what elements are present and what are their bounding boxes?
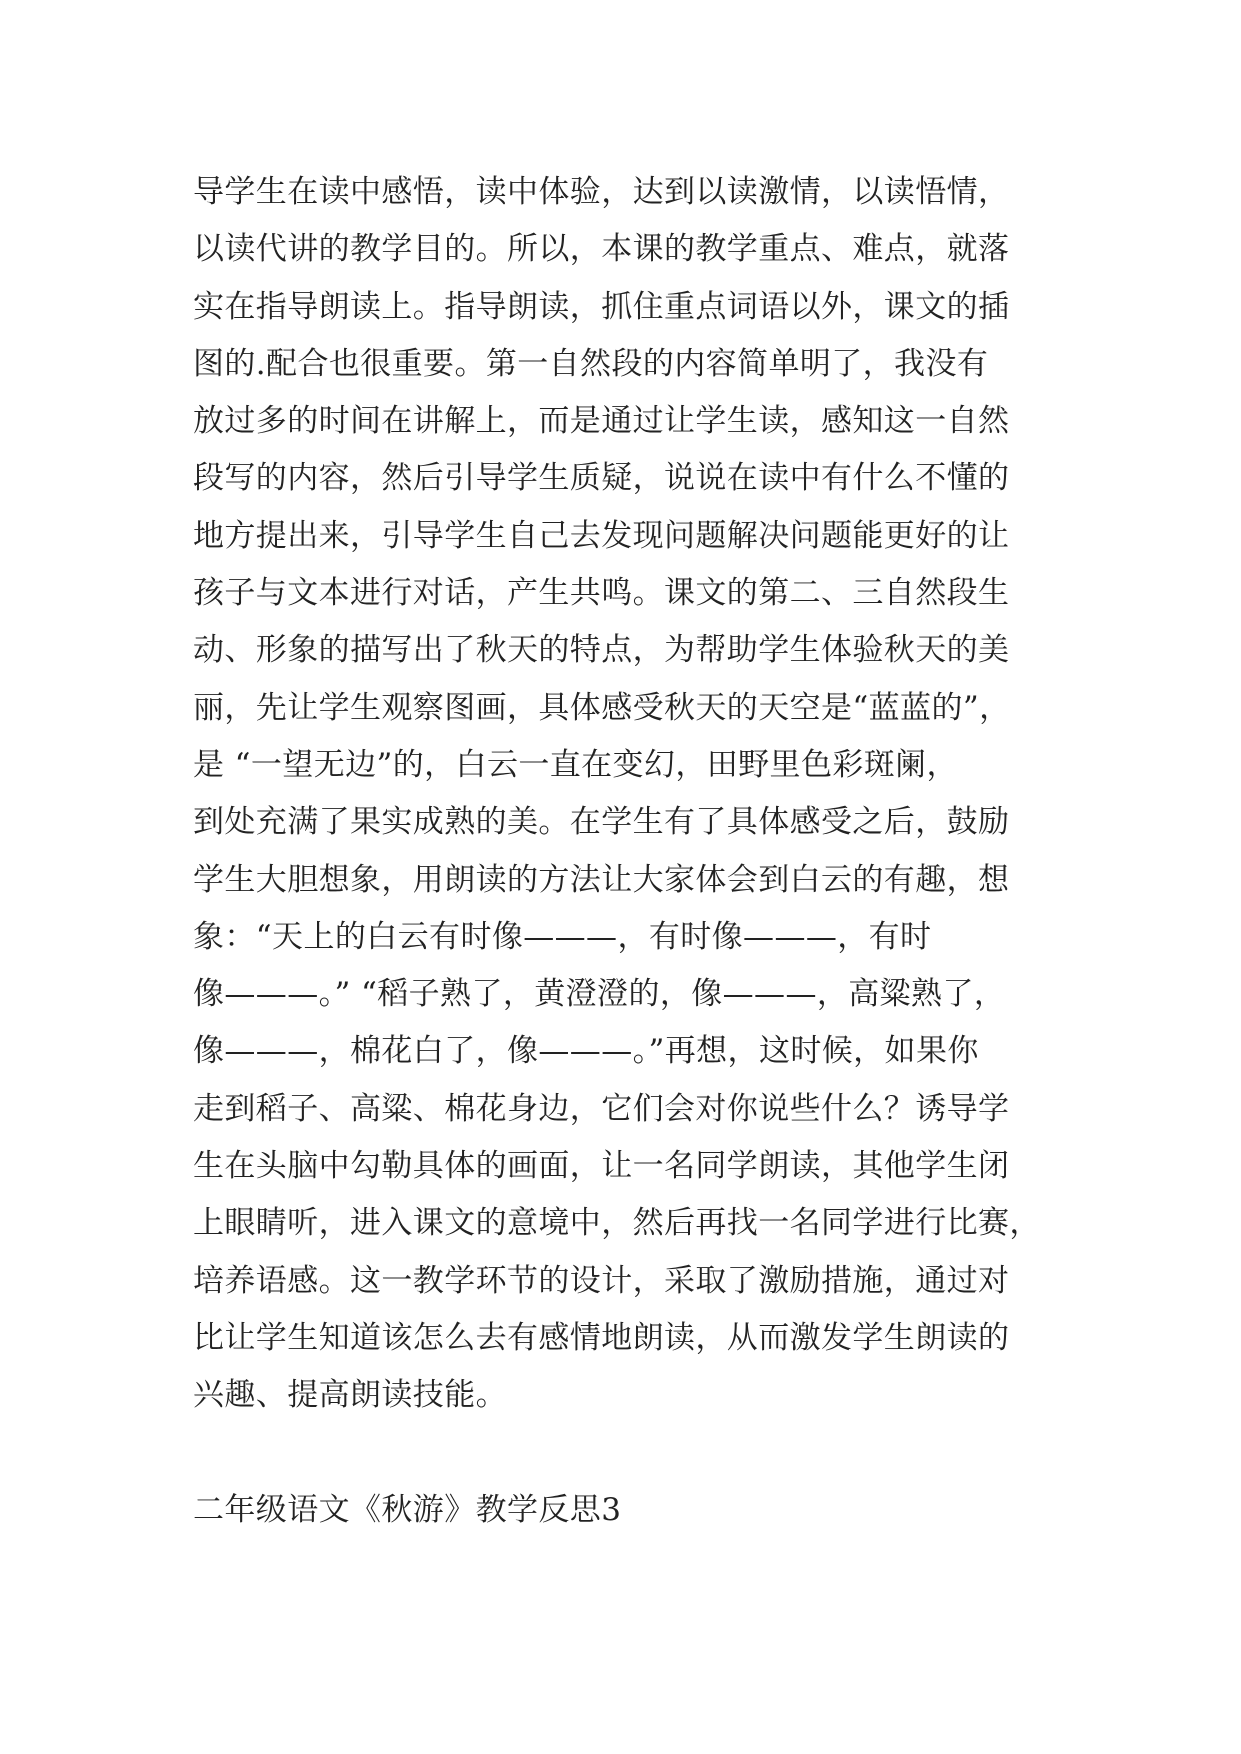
- text-line: 段写的内容，然后引导学生质疑，说说在读中有什么不懂的: [193, 460, 1010, 497]
- text-line: 地方提出来，引导学生自己去发现问题解决问题能更好的让: [193, 517, 1010, 554]
- text-line: 到处充满了果实成熟的美。在学生有了具体感受之后，鼓励: [193, 804, 1010, 841]
- text-line: 是 “一望无边”的，白云一直在变幻，田野里色彩斑阑，: [193, 746, 958, 783]
- text-line: 图的.配合也很重要。第一自然段的内容简单明了，我没有: [193, 345, 989, 382]
- text-line: 导学生在读中感悟，读中体验，达到以读激情，以读悟情，: [193, 174, 1010, 210]
- text-line: 生在头脑中勾勒具体的画面，让一名同学朗读，其他学生闭: [193, 1148, 1010, 1185]
- text-line: 上眼睛听，进入课文的意境中，然后再找一名同学进行比赛，: [193, 1205, 1041, 1242]
- body-paragraph: [193, 164, 1063, 1425]
- text-line: 实在指导朗读上。指导朗读，抓住重点词语以外，课文的插: [193, 288, 1010, 325]
- section-heading: 二年级语文《秋游》教学反思3: [193, 1492, 622, 1528]
- text-line: 以读代讲的教学目的。所以，本课的教学重点、难点，就落: [193, 231, 1010, 268]
- text-line: 兴趣、提高朗读技能。: [193, 1377, 507, 1414]
- text-line: 孩子与文本进行对话，产生共鸣。课文的第二、三自然段生: [193, 575, 1010, 612]
- text-line: 象：“天上的白云有时像———，有时像———，有时: [193, 918, 932, 955]
- text-line: 像———。” “稻子熟了，黄澄澄的，像———，高粱熟了，: [193, 976, 1006, 1013]
- text-line: 学生大胆想象，用朗读的方法让大家体会到白云的有趣，想: [193, 861, 1010, 898]
- text-line: 比让学生知道该怎么去有感情地朗读，从而激发学生朗读的: [193, 1319, 1010, 1356]
- text-line: 放过多的时间在讲解上，而是通过让学生读，感知这一自然: [193, 403, 1010, 440]
- text-line: 丽，先让学生观察图画，具体感受秋天的天空是“蓝蓝的”，: [193, 689, 1011, 726]
- text-line: 动、形象的描写出了秋天的特点，为帮助学生体验秋天的美: [193, 632, 1010, 669]
- text-line: 像———，棉花白了，像———。”再想，这时候，如果你: [193, 1033, 979, 1070]
- text-line: 培养语感。这一教学环节的设计，采取了激励措施，通过对: [193, 1262, 1010, 1299]
- text-line: 走到稻子、高粱、棉花身边，它们会对你说些什么？诱导学: [193, 1090, 1010, 1127]
